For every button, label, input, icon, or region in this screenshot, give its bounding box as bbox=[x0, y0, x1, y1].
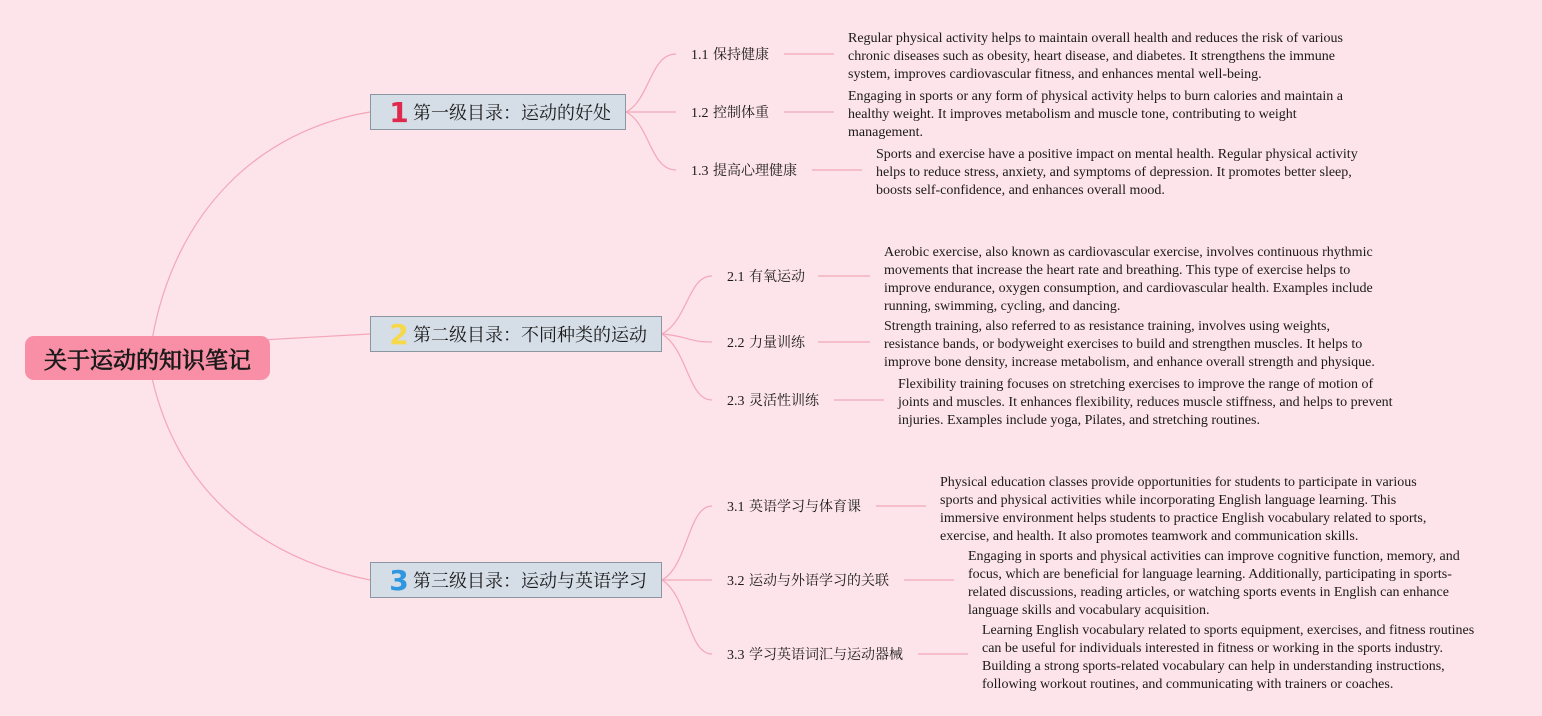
note-2-2: Strength training, also referred to as resistance training, involves using weights, resistance bands, or bodyweight exercises to build and strengthen muscles. It helps to improve bone density, increase metabolism, and enhance overall strength and physique. bbox=[884, 319, 1375, 370]
number-1-icon: 1 bbox=[389, 95, 409, 129]
subtopic-1-3[interactable]: 1.3 提高心理健康 bbox=[691, 163, 797, 179]
root-connector-3 bbox=[152, 378, 370, 580]
note-1-3: Sports and exercise have a positive impact on mental health. Regular physical activity helps to reduce stress, anxiety, and symptoms of depression. It promotes better sleep, boosts self-confidence, and enhances overall mood. bbox=[876, 147, 1358, 198]
topic-3-label: 第三级目录：运动与英语学习 bbox=[413, 571, 647, 592]
note-1-2: Engaging in sports or any form of physical activity helps to burn calories and maintain a healthy weight. It improves metabolism and muscle tone, contributing to weight management. bbox=[848, 89, 1343, 140]
root-node[interactable] bbox=[25, 336, 270, 380]
note-1-1: Regular physical activity helps to maintain overall health and reduces the risk of various chronic diseases such as obesity, heart disease, and diabetes. It strengthens the immune system, improves cardiovascular fitness, and enhances mental well-being. bbox=[848, 31, 1343, 82]
topic-2-node[interactable] bbox=[370, 316, 662, 352]
subtopic-3-3[interactable]: 3.3 学习英语词汇与运动器械 bbox=[727, 647, 903, 663]
subtopic-3-2[interactable]: 3.2 运动与外语学习的关联 bbox=[727, 573, 889, 589]
root-connector-1 bbox=[152, 112, 370, 340]
topic1-connector-3 bbox=[626, 112, 676, 170]
root-connector-2 bbox=[262, 334, 370, 340]
root-label: 关于运动的知识笔记 bbox=[44, 347, 251, 374]
subtopic-1-2[interactable]: 1.2 控制体重 bbox=[691, 105, 769, 121]
number-3-icon: 3 bbox=[389, 563, 409, 597]
note-3-2: Engaging in sports and physical activities can improve cognitive function, memory, and focus, which are beneficial for language learning. Additionally, participating in sports-related discussions, reading articles, or watching sports events in English can enhance language skills and vocabulary acquisition. bbox=[968, 549, 1460, 618]
topic3-connector-1 bbox=[662, 506, 712, 580]
subtopic-1-1[interactable]: 1.1 保持健康 bbox=[691, 47, 769, 63]
note-3-3: Learning English vocabulary related to sports equipment, exercises, and fitness routines can be useful for individuals interested in fitness or working in the sports industry. Building a strong sports-related vocabulary can help in understanding instructions, following workout routines, and communicating with trainers or coaches. bbox=[982, 623, 1475, 692]
topic3-connector-3 bbox=[662, 580, 712, 654]
topic-2-label: 第二级目录：不同种类的运动 bbox=[413, 325, 647, 346]
topic-1-node[interactable] bbox=[370, 94, 626, 130]
topic-1-label: 第一级目录：运动的好处 bbox=[413, 103, 611, 124]
note-2-3: Flexibility training focuses on stretching exercises to improve the range of motion of joints and muscles. It enhances flexibility, reduces muscle stiffness, and helps to prevent injuries. Examples include yoga, Pilates, and stretching routines. bbox=[898, 377, 1393, 428]
note-3-1: Physical education classes provide opportunities for students to participate in various sports and physical activities while incorporating English language learning. This immersive environment helps students to practice English vocabulary related to sports, exercise, and health. It also promotes teamwork and communication skills. bbox=[940, 475, 1427, 544]
subtopic-2-2[interactable]: 2.2 力量训练 bbox=[727, 335, 805, 351]
subtopic-3-1[interactable]: 3.1 英语学习与体育课 bbox=[727, 499, 861, 515]
topic2-connector-3 bbox=[662, 334, 712, 400]
topic2-connector-1 bbox=[662, 276, 712, 334]
subtopic-2-1[interactable]: 2.1 有氧运动 bbox=[727, 269, 805, 285]
number-2-icon: 2 bbox=[389, 317, 409, 351]
topic1-connector-1 bbox=[626, 54, 676, 112]
subtopic-2-3[interactable]: 2.3 灵活性训练 bbox=[727, 393, 819, 409]
topic-3-node[interactable] bbox=[370, 562, 662, 598]
note-2-1: Aerobic exercise, also known as cardiovascular exercise, involves continuous rhythmic movements that increase the heart rate and breathing. This type of exercise helps to improve endurance, oxygen consumption, and cardiovascular health. Examples include running, swimming, cycling, and dancing. bbox=[884, 245, 1373, 314]
